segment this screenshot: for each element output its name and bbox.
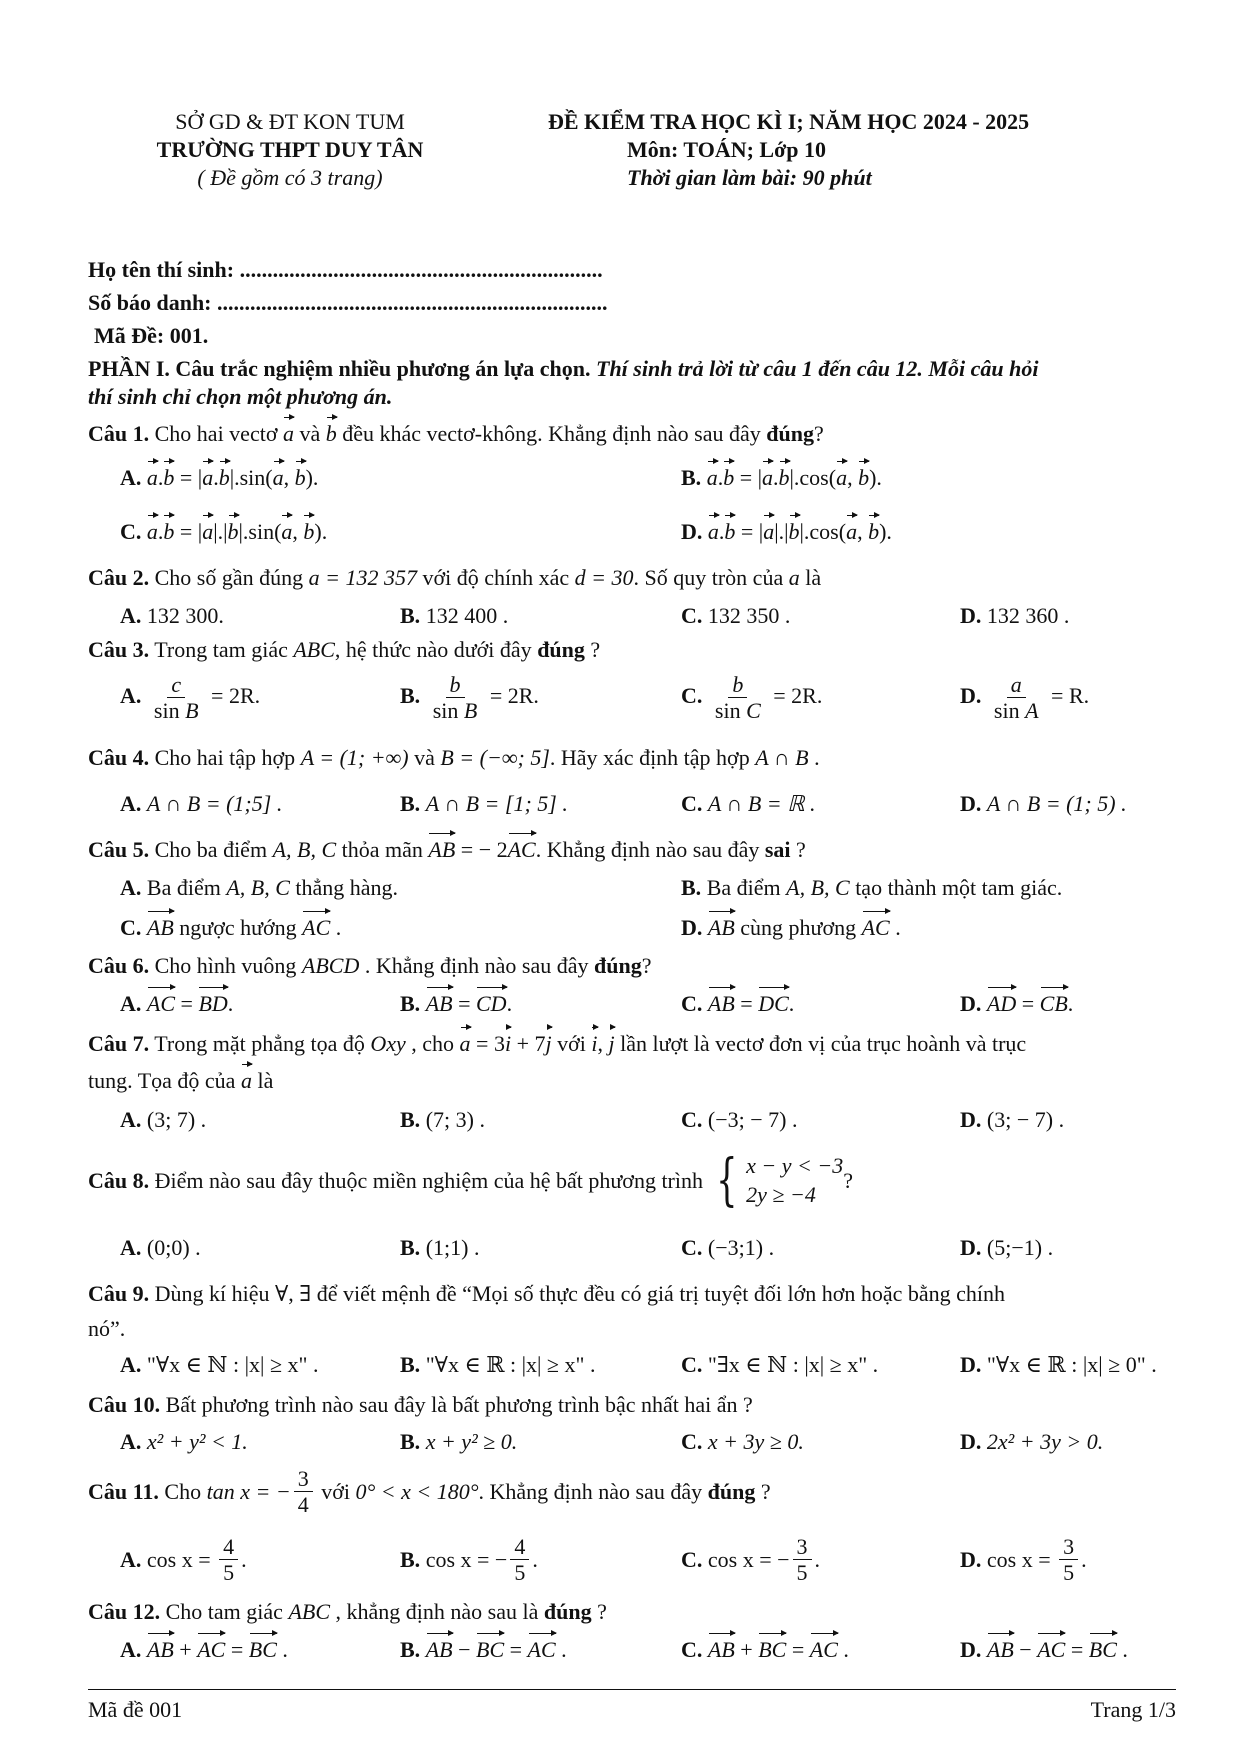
q4-option-c[interactable]: [681, 790, 816, 818]
question-number: Câu 10.: [88, 1392, 161, 1417]
option-label: D.: [960, 1637, 982, 1662]
option-text: "∀x ∈ ℝ : |x| ≥ 0" .: [986, 1352, 1157, 1377]
q5-option-d[interactable]: D. AB cùng phương AC .: [681, 915, 901, 940]
question-text: Cho hai vectơ: [149, 421, 283, 446]
question-4: [88, 744, 820, 772]
q4-option-b[interactable]: [400, 790, 568, 818]
q9-option-b[interactable]: [400, 1351, 596, 1379]
option-label: A.: [120, 1429, 142, 1454]
option-label: D.: [681, 915, 703, 940]
question-text: với độ chính xác: [416, 565, 575, 590]
question-9: [88, 1280, 1005, 1308]
q3-option-c[interactable]: C. $\frac{b}{\text{sin C}}$ = 2R.: [681, 672, 823, 724]
option-text: A ∩ B = [1; 5] .: [425, 791, 568, 816]
question-number: Câu 8.: [88, 1167, 150, 1193]
option-label: A.: [120, 791, 142, 816]
question-text: . Hãy xác định tập hợp: [549, 745, 756, 770]
option-label: C.: [681, 1107, 703, 1132]
question-text: Cho số gần đúng: [149, 565, 309, 590]
q3-option-b[interactable]: B. $\frac{b}{\text{sin B}}$ = 2R.: [400, 672, 539, 724]
emphasis: đúng: [707, 1479, 756, 1505]
option-label: B.: [400, 1429, 421, 1454]
option-text: x² + y² < 1.: [146, 1429, 248, 1454]
q12-option-c[interactable]: C. AB + BC = AC .: [681, 1637, 849, 1662]
math: ABC: [293, 637, 335, 662]
option-label: C.: [681, 1352, 703, 1377]
question-number: Câu 2.: [88, 565, 150, 590]
q7-option-d[interactable]: [960, 1106, 1064, 1134]
question-text: .: [808, 745, 820, 770]
math: a: [788, 565, 800, 590]
question-text: Điểm nào sau đây thuộc miền nghiệm của hệ bất phương trình: [149, 1167, 703, 1193]
option-text: A ∩ B = (1; 5) .: [986, 791, 1127, 816]
question-text: Cho: [158, 1479, 207, 1505]
option-label: B.: [400, 1107, 421, 1132]
question-text: , khẳng định nào sau là: [330, 1599, 544, 1624]
option-label: C.: [681, 603, 703, 628]
q9-option-c[interactable]: [681, 1351, 878, 1379]
math: A, B, C: [786, 875, 850, 900]
part1-title-line2: thí sinh chỉ chọn một phương án.: [88, 384, 393, 409]
q7-option-a[interactable]: [120, 1106, 206, 1134]
q3-option-a[interactable]: A. $\frac{c}{\text{sin B}}$ = 2R.: [120, 672, 261, 724]
option-text: (0;0) .: [146, 1235, 201, 1260]
question-number: Câu 5.: [88, 837, 150, 862]
option-text: cùng phương: [734, 915, 862, 940]
question-5: Câu 5. Cho ba điểm A, B, C thỏa mãn AB = − 2AC. Khẳng định nào sau đây sai ?: [88, 837, 806, 862]
option-label: A.: [120, 1547, 142, 1573]
inequality-row: x − y < −3: [746, 1153, 844, 1178]
option-text: (1;1) .: [425, 1235, 480, 1260]
q11-option-d[interactable]: D. cos x = $\frac{3}{5}$ .: [960, 1534, 1087, 1586]
option-label: B.: [400, 1637, 421, 1662]
option-text: 132 360 .: [986, 603, 1070, 628]
option-text: Ba điểm: [146, 875, 227, 900]
candidate-id-label: Số báo danh: .......................................................................: [88, 290, 608, 315]
q11-option-b[interactable]: B. cos x = − $\frac{4}{5}$ .: [400, 1534, 538, 1586]
question-text: Cho hình vuông: [149, 953, 302, 978]
exam-subject: Môn: TOÁN; Lớp 10: [627, 137, 827, 162]
option-label: C.: [681, 991, 703, 1016]
option-label: B.: [400, 1235, 421, 1260]
question-8: [88, 1147, 853, 1213]
question-text: với: [315, 1479, 356, 1505]
question-text: là: [799, 565, 822, 590]
q4-option-a[interactable]: [120, 790, 282, 818]
q10-option-c[interactable]: [681, 1428, 804, 1456]
option-label: D.: [960, 1235, 982, 1260]
option-label: D.: [960, 1107, 982, 1132]
q10-option-d[interactable]: [960, 1428, 1103, 1456]
option-text: thẳng hàng.: [289, 875, 399, 900]
question-6: [88, 952, 651, 980]
option-text: (5;−1) .: [986, 1235, 1054, 1260]
option-text: (−3; − 7) .: [707, 1107, 798, 1132]
option-text: (7; 3) .: [425, 1107, 485, 1132]
math: d = 30: [574, 565, 634, 590]
math: 0° < x < 180°: [355, 1479, 479, 1505]
footer-exam-code: Mã đề 001: [88, 1697, 183, 1722]
math: a = 132 357: [308, 565, 417, 590]
question-text: Cho tam giác: [160, 1599, 289, 1624]
option-label: D.: [960, 1429, 982, 1454]
question-text: ?: [843, 1167, 853, 1193]
option-label: C.: [681, 682, 703, 708]
option-label: A.: [120, 991, 142, 1016]
math: tan x = −: [206, 1479, 291, 1505]
q10-option-a[interactable]: [120, 1428, 248, 1456]
q12-option-a[interactable]: A. AB + AC = BC .: [120, 1637, 288, 1662]
q1-option-a[interactable]: A. a.b = |a.b|.sin(a, b).: [120, 465, 319, 490]
math: ABC: [288, 1599, 330, 1624]
school-name: TRƯỜNG THPT DUY TÂN: [156, 137, 424, 162]
option-label: A.: [120, 465, 142, 490]
option-text: x + y² ≥ 0.: [425, 1429, 518, 1454]
option-label: D.: [960, 991, 982, 1016]
option-label: D.: [960, 1547, 982, 1573]
q8-option-b[interactable]: [400, 1234, 479, 1262]
question-number: Câu 12.: [88, 1599, 161, 1624]
option-label: C.: [120, 915, 142, 940]
q10-option-b[interactable]: [400, 1428, 517, 1456]
q2-option-c[interactable]: [681, 602, 790, 630]
option-label: D.: [960, 1352, 982, 1377]
question-text: Cho hai tập hợp: [149, 745, 301, 770]
math: A, B, C: [272, 837, 337, 862]
q11-option-c[interactable]: C. cos x = − $\frac{3}{5}$ .: [681, 1534, 821, 1586]
question-number: Câu 7.: [88, 1031, 150, 1056]
q3-option-d[interactable]: D. $\frac{a}{\text{sin A}}$ = R.: [960, 672, 1090, 724]
option-label: A.: [120, 682, 142, 708]
q8-option-d[interactable]: [960, 1234, 1053, 1262]
part1-title: [88, 355, 1038, 383]
question-7: Câu 7. Trong mặt phẳng tọa độ Oxy , cho a = 3i + 7j với i, j lần lượt là vectơ đơn vị của trục hoành và trục: [88, 1031, 1027, 1056]
question-text: . Khẳng định nào sau đây: [359, 953, 594, 978]
emphasis: đúng: [766, 421, 814, 446]
question-text: tung. Tọa độ của: [88, 1068, 241, 1093]
question-9-line2: nó”.: [88, 1316, 126, 1341]
question-text: Dùng kí hiệu ∀, ∃ để viết mệnh đề “Mọi số thực đều có giá trị tuyệt đối lớn hơn hoặc bằng chính: [149, 1281, 1006, 1306]
option-label: C.: [681, 1637, 703, 1662]
option-label: D.: [681, 519, 703, 544]
option-text: "∃x ∈ ℕ : |x| ≥ x" .: [707, 1352, 879, 1377]
q1-option-b[interactable]: B. a.b = |a.b|.cos(a, b).: [681, 465, 882, 490]
option-label: B.: [400, 682, 421, 708]
question-text: , hệ thức nào dưới đây: [334, 637, 538, 662]
inequality-system: { x − y < −3 2y ≥ −4: [715, 1147, 844, 1213]
q2-option-b[interactable]: [400, 602, 508, 630]
exam-title: ĐỀ KIỂM TRA HỌC KÌ I; NĂM HỌC 2024 - 2025: [548, 109, 1030, 134]
q2-option-d[interactable]: [960, 602, 1069, 630]
question-text: ?: [641, 953, 652, 978]
math: Oxy: [370, 1031, 406, 1056]
option-text: A ∩ B = ℝ .: [707, 791, 816, 816]
q6-option-b[interactable]: B. AB = CD.: [400, 991, 513, 1016]
question-10: [88, 1391, 753, 1419]
option-text: "∀x ∈ ℝ : |x| ≥ x" .: [425, 1352, 596, 1377]
part1-title-italic: Thí sinh trả lời từ câu 1 đến câu 12. Mỗi câu hỏi: [590, 356, 1039, 381]
emphasis: đúng: [594, 953, 642, 978]
question-text: ?: [790, 837, 806, 862]
question-text: Trong tam giác: [149, 637, 294, 662]
exam-time: Thời gian làm bài: 90 phút: [627, 165, 872, 190]
option-text: "∀x ∈ ℕ : |x| ≥ x" .: [146, 1352, 319, 1377]
question-text: . Khẳng định nào sau đây: [478, 1479, 708, 1505]
option-label: A.: [120, 1637, 142, 1662]
emphasis: đúng: [537, 637, 585, 662]
q5-option-c[interactable]: C. AB ngược hướng AC .: [120, 915, 342, 940]
question-number: Câu 9.: [88, 1281, 150, 1306]
q4-option-d[interactable]: [960, 790, 1127, 818]
question-text: với: [551, 1031, 592, 1056]
option-text: A ∩ B = (1;5] .: [146, 791, 283, 816]
inequality-row: 2y ≥ −4: [746, 1181, 816, 1207]
exam-code: Mã Đề: 001.: [94, 323, 209, 348]
question-text: và: [293, 421, 326, 446]
question-text: ?: [584, 637, 601, 662]
q5-option-b[interactable]: [681, 874, 1062, 902]
q9-option-a[interactable]: [120, 1351, 319, 1379]
option-label: A.: [120, 603, 142, 628]
q8-option-c[interactable]: [681, 1234, 774, 1262]
option-label: C.: [681, 1235, 703, 1260]
option-text: ngược hướng: [173, 915, 303, 940]
question-number: Câu 11.: [88, 1479, 159, 1505]
question-1: [88, 420, 824, 448]
q5-option-a[interactable]: [120, 874, 398, 902]
question-text: ?: [813, 421, 824, 446]
question-text: Trong mặt phẳng tọa độ: [149, 1031, 371, 1056]
pages-note: ( Đề gồm có 3 trang): [197, 165, 383, 190]
option-text: (−3;1) .: [707, 1235, 775, 1260]
question-text: đều khác vectơ-không. Khẳng định nào sau đây: [336, 421, 767, 446]
q8-option-a[interactable]: [120, 1234, 201, 1262]
question-text: , cho: [405, 1031, 460, 1056]
part1-title-bold: PHẦN I. Câu trắc nghiệm nhiều phương án lựa chọn.: [88, 356, 591, 381]
question-text: ?: [591, 1599, 607, 1624]
option-label: A.: [120, 1352, 142, 1377]
q12-option-b[interactable]: B. AB − BC = AC .: [400, 1637, 567, 1662]
option-label: C.: [681, 1547, 703, 1573]
option-text: (3; − 7) .: [986, 1107, 1065, 1132]
q7-option-b[interactable]: [400, 1106, 485, 1134]
math: ABCD: [301, 953, 360, 978]
math: B = (−∞; 5]: [440, 745, 550, 770]
question-text: Bất phương trình nào sau đây là bất phương trình bậc nhất hai ẩn ?: [160, 1392, 753, 1417]
candidate-name-label: Họ tên thí sinh: ..................................................................: [88, 257, 603, 282]
question-number: Câu 4.: [88, 745, 150, 770]
option-label: C.: [681, 1429, 703, 1454]
option-text: 2x² + 3y > 0.: [986, 1429, 1104, 1454]
emphasis: sai: [764, 837, 791, 862]
option-text: x + 3y ≥ 0.: [707, 1429, 804, 1454]
question-text: và: [408, 745, 441, 770]
question-text: ?: [755, 1479, 771, 1505]
question-text: Cho ba điểm: [149, 837, 273, 862]
question-text: . Khẳng định nào sau đây: [535, 837, 765, 862]
question-text: . Số quy tròn của: [633, 565, 789, 590]
footer-page-number: Trang 1/3: [1090, 1697, 1176, 1722]
option-label: C.: [120, 519, 142, 544]
question-text: lần lượt là vectơ đơn vị của trục hoành và trục: [614, 1031, 1027, 1056]
q7-option-c[interactable]: [681, 1106, 797, 1134]
question-2: [88, 564, 821, 592]
question-12: [88, 1598, 607, 1626]
option-label: A.: [120, 1107, 142, 1132]
q2-option-a[interactable]: [120, 602, 224, 630]
question-text: thỏa mãn: [336, 837, 429, 862]
math: A, B, C: [226, 875, 290, 900]
option-label: B.: [400, 1547, 421, 1573]
question-text: là: [251, 1068, 274, 1093]
q11-option-a[interactable]: A. cos x = $\frac{4}{5}$ .: [120, 1534, 247, 1586]
option-text: 132 350 .: [707, 603, 791, 628]
option-label: B.: [400, 1352, 421, 1377]
vector-a: a: [282, 421, 294, 446]
footer-divider: [88, 1689, 1176, 1690]
math: A = (1; +∞): [300, 745, 409, 770]
option-text: 132 400 .: [425, 603, 509, 628]
math: A ∩ B: [755, 745, 809, 770]
option-label: B.: [400, 603, 421, 628]
option-label: A.: [120, 875, 142, 900]
option-label: A.: [120, 1235, 142, 1260]
question-number: Câu 3.: [88, 637, 150, 662]
option-text: (3; 7) .: [146, 1107, 207, 1132]
option-label: D.: [960, 603, 982, 628]
q12-option-d[interactable]: D. AB − AC = BC .: [960, 1637, 1128, 1662]
option-label: B.: [681, 875, 702, 900]
option-label: D.: [960, 791, 982, 816]
emphasis: đúng: [543, 1599, 592, 1624]
option-text: tạo thành một tam giác.: [849, 875, 1063, 900]
option-label: B.: [400, 991, 421, 1016]
q6-option-c[interactable]: C. AB = DC.: [681, 991, 795, 1016]
option-label: B.: [681, 465, 702, 490]
option-label: D.: [960, 682, 982, 708]
option-text: Ba điểm: [706, 875, 787, 900]
question-number: Câu 1.: [88, 421, 150, 446]
question-number: Câu 6.: [88, 953, 150, 978]
q1-option-d[interactable]: D. a.b = |a|.|b|.cos(a, b).: [681, 519, 892, 544]
q1-option-c[interactable]: C. a.b = |a|.|b|.sin(a, b).: [120, 519, 328, 544]
option-text: 132 300.: [146, 603, 224, 628]
dept-name: SỞ GD & ĐT KON TUM: [175, 109, 405, 134]
vector-b: b: [325, 421, 337, 446]
question-11: [88, 1466, 771, 1518]
option-label: B.: [400, 791, 421, 816]
question-3: [88, 636, 600, 664]
q6-option-d[interactable]: D. AD = CB.: [960, 991, 1074, 1016]
option-label: C.: [681, 791, 703, 816]
q6-option-a[interactable]: A. AC = BD.: [120, 991, 234, 1016]
q9-option-d[interactable]: [960, 1351, 1157, 1379]
fraction: $\frac{3}{4}$: [294, 1466, 313, 1518]
question-7-line2: tung. Tọa độ của a là: [88, 1068, 274, 1093]
